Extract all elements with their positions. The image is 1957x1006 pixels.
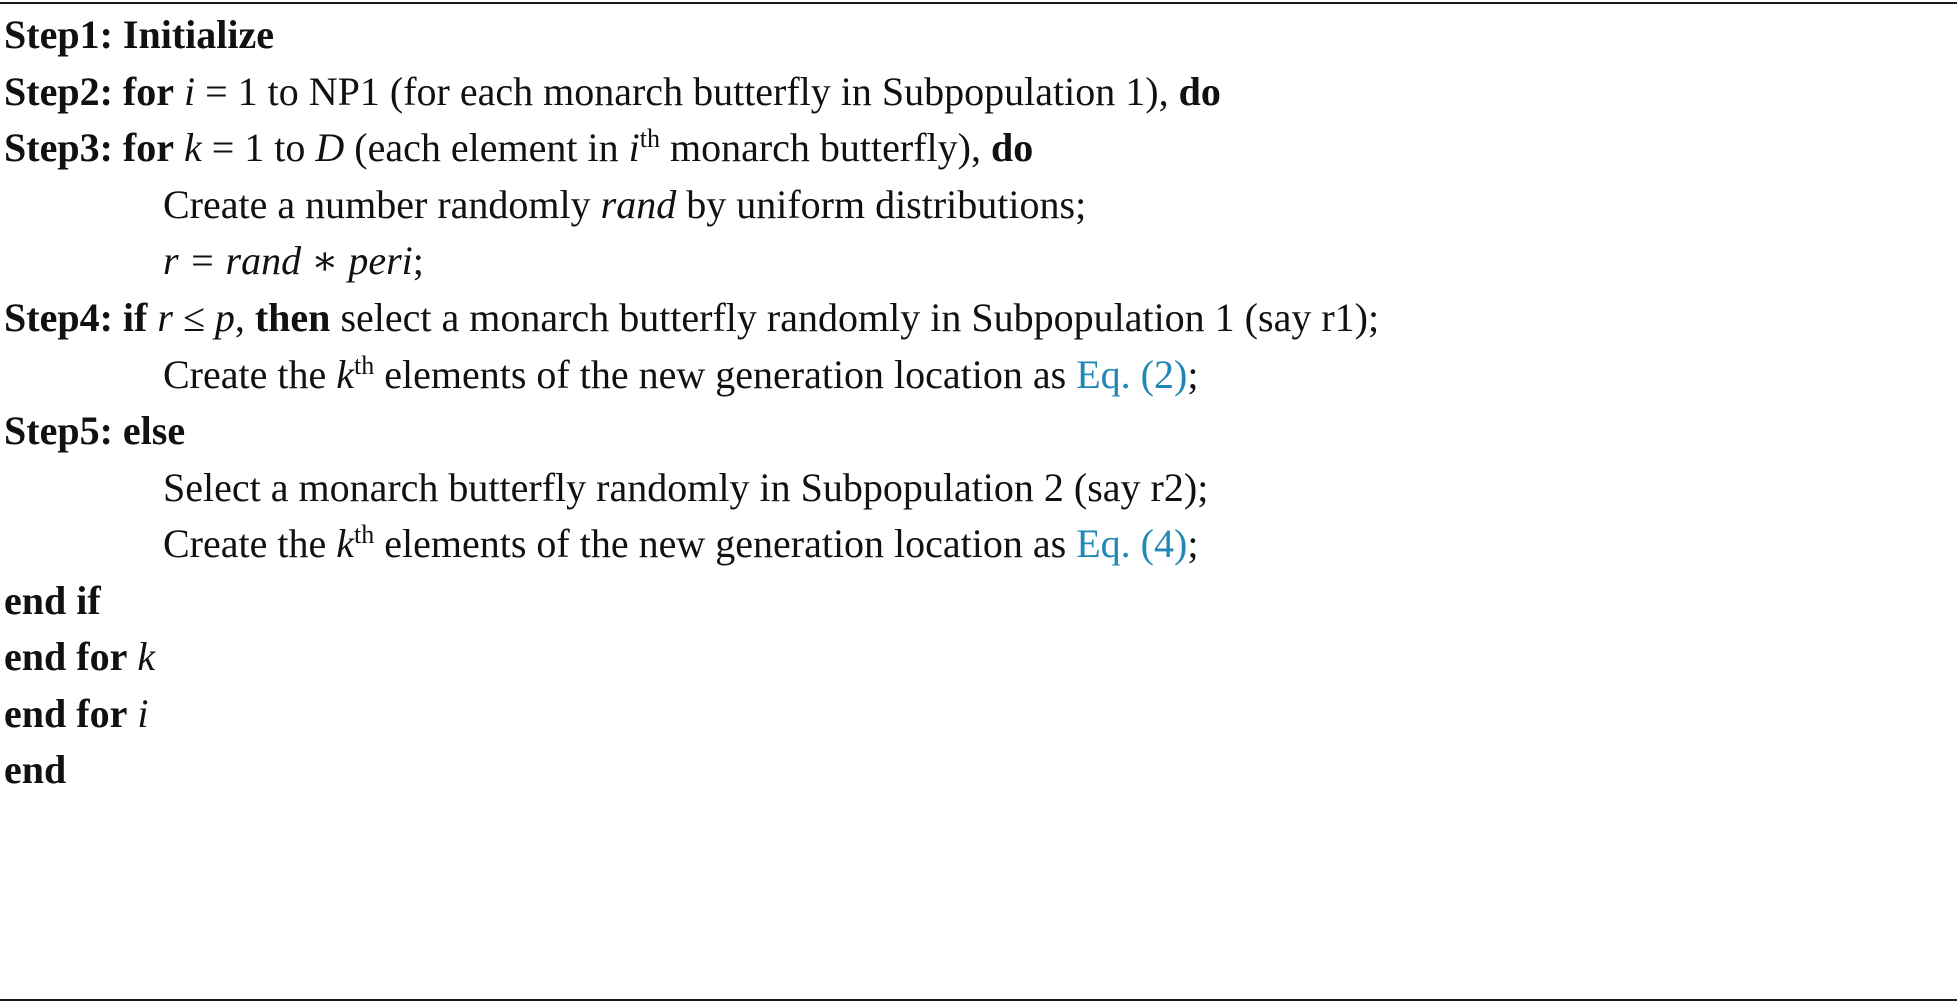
create-k-1-var: k (336, 352, 355, 397)
create-k-2-text-a: Create the (163, 521, 327, 566)
step1-label: Step1: (4, 12, 113, 57)
step2-line (4, 68, 1221, 116)
create-rand-var: rand (600, 182, 677, 227)
end-for-k-keyword: end for (4, 634, 128, 679)
r-assign-line (163, 237, 424, 285)
create-rand-text-a: Create a number randomly (163, 182, 591, 227)
create-k-1-semicolon: ; (1187, 352, 1199, 397)
step4-if-keyword: if (122, 295, 148, 340)
step4-text: select a monarch butterfly randomly in Subpopulation 1 (say r1); (340, 295, 1380, 340)
create-k-1-text-a: Create the (163, 352, 327, 397)
equation-2-link[interactable]: Eq. (2) (1076, 352, 1188, 397)
step4-line (4, 294, 1379, 342)
end-for-k-line (4, 633, 155, 681)
step3-line (4, 124, 1033, 177)
create-k-line-1 (163, 351, 1198, 404)
equation-4-link[interactable]: Eq. (4) (1076, 521, 1188, 566)
step3-var-k: k (183, 125, 202, 170)
step3-do-keyword: do (990, 125, 1034, 170)
step5-else-keyword: else (122, 408, 186, 453)
r-assign-expression: r = rand ∗ peri (163, 238, 413, 283)
step3-text-a: = 1 to (211, 125, 306, 170)
step4-condition: r ≤ p (157, 295, 235, 340)
end-line (4, 746, 66, 794)
step1-text: Initialize (122, 12, 274, 57)
end-for-i-var: i (137, 691, 149, 736)
step3-superscript: th (639, 124, 660, 153)
create-k-2-var: k (336, 521, 355, 566)
select-r2-line (163, 464, 1208, 512)
step3-label: Step3: (4, 125, 113, 170)
step2-for-keyword: for (122, 69, 174, 114)
create-k-2-semicolon: ; (1187, 521, 1199, 566)
step4-then-keyword: then (254, 295, 331, 340)
create-k-2-superscript: th (354, 520, 375, 549)
step1-line (4, 11, 274, 59)
step2-text: = 1 to NP1 (for each monarch butterfly in Subpopulation 1), (205, 69, 1169, 114)
step2-do-keyword: do (1178, 69, 1221, 114)
end-for-k-var: k (137, 634, 156, 679)
r-assign-semicolon: ; (412, 238, 424, 283)
step3-var-d: D (315, 125, 345, 170)
end-if-line (4, 577, 101, 625)
step5-line (4, 407, 185, 455)
create-k-1-text-b: elements of the new generation location as (384, 352, 1067, 397)
step3-for-keyword: for (122, 125, 174, 170)
top-rule (0, 2, 1957, 4)
select-r2-text: Select a monarch butterfly randomly in Subpopulation 2 (say r2); (163, 465, 1209, 510)
create-k-line-2 (163, 520, 1198, 573)
end-for-i-line (4, 690, 148, 738)
step4-comma: , (234, 295, 245, 340)
step2-var-i: i (183, 69, 196, 114)
create-rand-text-b: by uniform distributions; (686, 182, 1087, 227)
end-if-keyword: end if (4, 578, 101, 623)
create-k-1-superscript: th (354, 351, 375, 380)
end-keyword: end (4, 747, 67, 792)
step4-label: Step4: (4, 295, 113, 340)
step3-var-i: i (628, 125, 640, 170)
step3-text-b: (each element in (354, 125, 619, 170)
create-k-2-text-b: elements of the new generation location as (384, 521, 1067, 566)
create-rand-line (163, 181, 1086, 229)
step3-text-c: monarch butterfly), (669, 125, 981, 170)
bottom-rule (0, 999, 1957, 1001)
step5-label: Step5: (4, 408, 113, 453)
end-for-i-keyword: end for (4, 691, 128, 736)
step2-label: Step2: (4, 69, 113, 114)
